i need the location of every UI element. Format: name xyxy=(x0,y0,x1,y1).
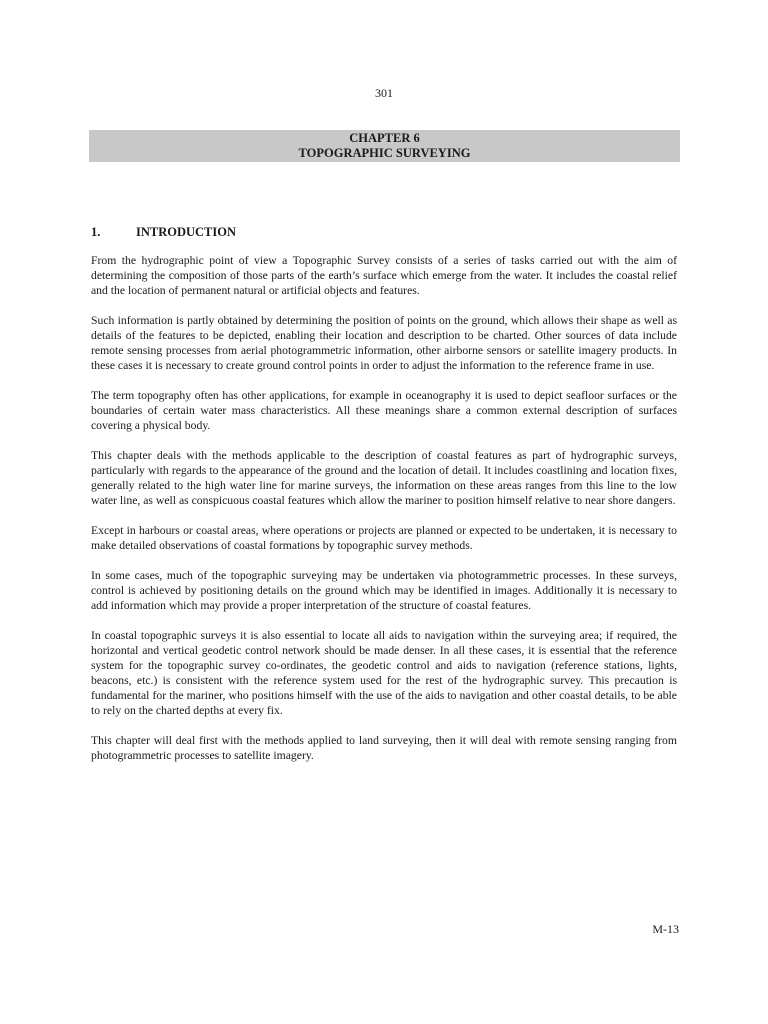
chapter-label: CHAPTER 6 xyxy=(349,131,420,145)
paragraph: Such information is partly obtained by determining the position of points on the ground, which allows their shape as well as details of the features to be depicted, enabling their location and description to be charted. Other sources of data include remote sensing processes from aerial photogrammetric information, other airborne sensors or satellite imagery products. In these cases it is necessary to create ground control points in order to adjust the information to the reference frame in use. xyxy=(91,314,677,372)
paragraph: This chapter deals with the methods applicable to the description of coastal features as part of hydrographic surveys, particularly with regards to the appearance of the ground and the location of detail. It includes coastlining and location fixes, generally related to the high water line for marine surveys, the information on these areas ranges from this line to the low water line, as well as conspicuous coastal features which allow the mariner to position himself relative to near shore dangers. xyxy=(91,449,677,507)
paragraph: In coastal topographic surveys it is also essential to locate all aids to navigation within the surveying area; if required, the horizontal and vertical geodetic control network should be made denser. In all these cases, it is essential that the reference system for the topographic survey co-ordinates, the geodetic control and aids to navigation (reference stations, lights, beacons, etc.) is consistent with the reference system used for the rest of the hydrographic survey. This precaution is fundamental for the mariner, who positions himself with the use of the aids to navigation and other coastal details, to be able to rely on the charted depths at every fix. xyxy=(91,629,677,717)
paragraph: In some cases, much of the topographic surveying may be undertaken via photogrammetric processes. In these surveys, control is achieved by positioning details on the ground which may be identified in images. Additionally it is necessary to add information which may provide a proper interpretation of the structure of coastal features. xyxy=(91,569,677,612)
section-title: INTRODUCTION xyxy=(136,225,237,239)
section-number: 1. xyxy=(91,225,101,239)
paragraph: This chapter will deal first with the methods applied to land surveying, then it will deal with remote sensing ranging from photogrammetric processes to satellite imagery. xyxy=(91,734,677,762)
body-text xyxy=(91,253,677,778)
paragraph: The term topography often has other applications, for example in oceanography it is used to depict seafloor surfaces or the boundaries of certain water mass characteristics. All these meanings share a common external description of surfaces covering a physical body. xyxy=(91,389,677,432)
section-heading xyxy=(91,225,236,240)
paragraph: Except in harbours or coastal areas, where operations or projects are planned or expected to be undertaken, it is necessary to make detailed observations of coastal formations by topographic survey methods. xyxy=(91,524,677,552)
chapter-title: TOPOGRAPHIC SURVEYING xyxy=(298,146,471,160)
paragraph: From the hydrographic point of view a Topographic Survey consists of a series of tasks carried out with the aim of determining the composition of those parts of the earth’s surface which emerge from the water. It includes the coastal relief and the location of permanent natural or artificial objects and features. xyxy=(91,254,677,297)
chapter-banner xyxy=(89,130,680,162)
footer-code: M-13 xyxy=(652,922,679,936)
page-number: 301 xyxy=(375,86,393,100)
